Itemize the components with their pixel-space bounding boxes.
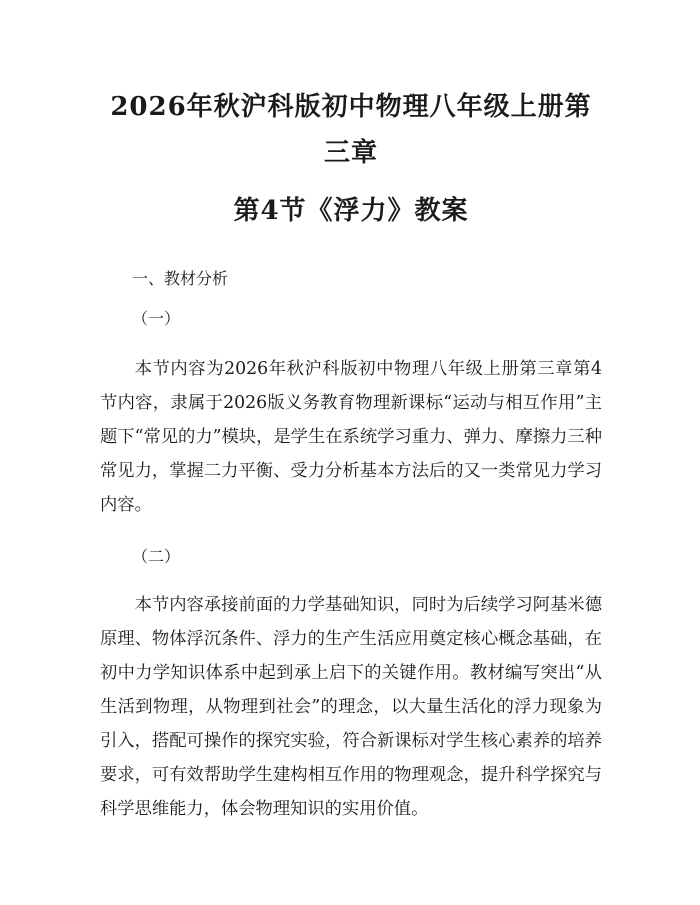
section-heading-textbook-analysis: 一、教材分析: [132, 269, 229, 288]
title-line-2: 第4节《浮力》教案: [233, 196, 469, 226]
paragraph-2: 本节内容承接前面的力学基础知识，同时为后续学习阿基米德原理、物体浮沉条件、浮力的生产生活应用奠定核心概念基础，在初中力学知识体系中起到承上启下的关键作用。教材编写突出“从生活到物理，从物理到社会”的理念，以大量生活化的浮力现象为引入，搭配可操作的探究实验，符合新课标对学生核心素养的培养要求，可有效帮助学生建构相互作用的物理观念，提升科学探究与科学思维能力，体会物理知识的实用价值。: [100, 595, 602, 819]
title-line-1: 2026年秋沪科版初中物理八年级上册第三章: [110, 92, 592, 168]
subsection-heading-1: （一）: [132, 309, 181, 328]
subsection-heading-2: （二）: [132, 547, 181, 566]
document-title: [100, 0, 602, 234]
paragraph-1: 本节内容为2026年秋沪科版初中物理八年级上册第三章第4节内容，隶属于2026版义务教育物理新课标“运动与相互作用”主题下“常见的力”模块，是学生在系统学习重力、弹力、摩擦力三种常见力，掌握二力平衡、受力分析基本方法后的又一类常见力学习内容。: [100, 359, 602, 515]
